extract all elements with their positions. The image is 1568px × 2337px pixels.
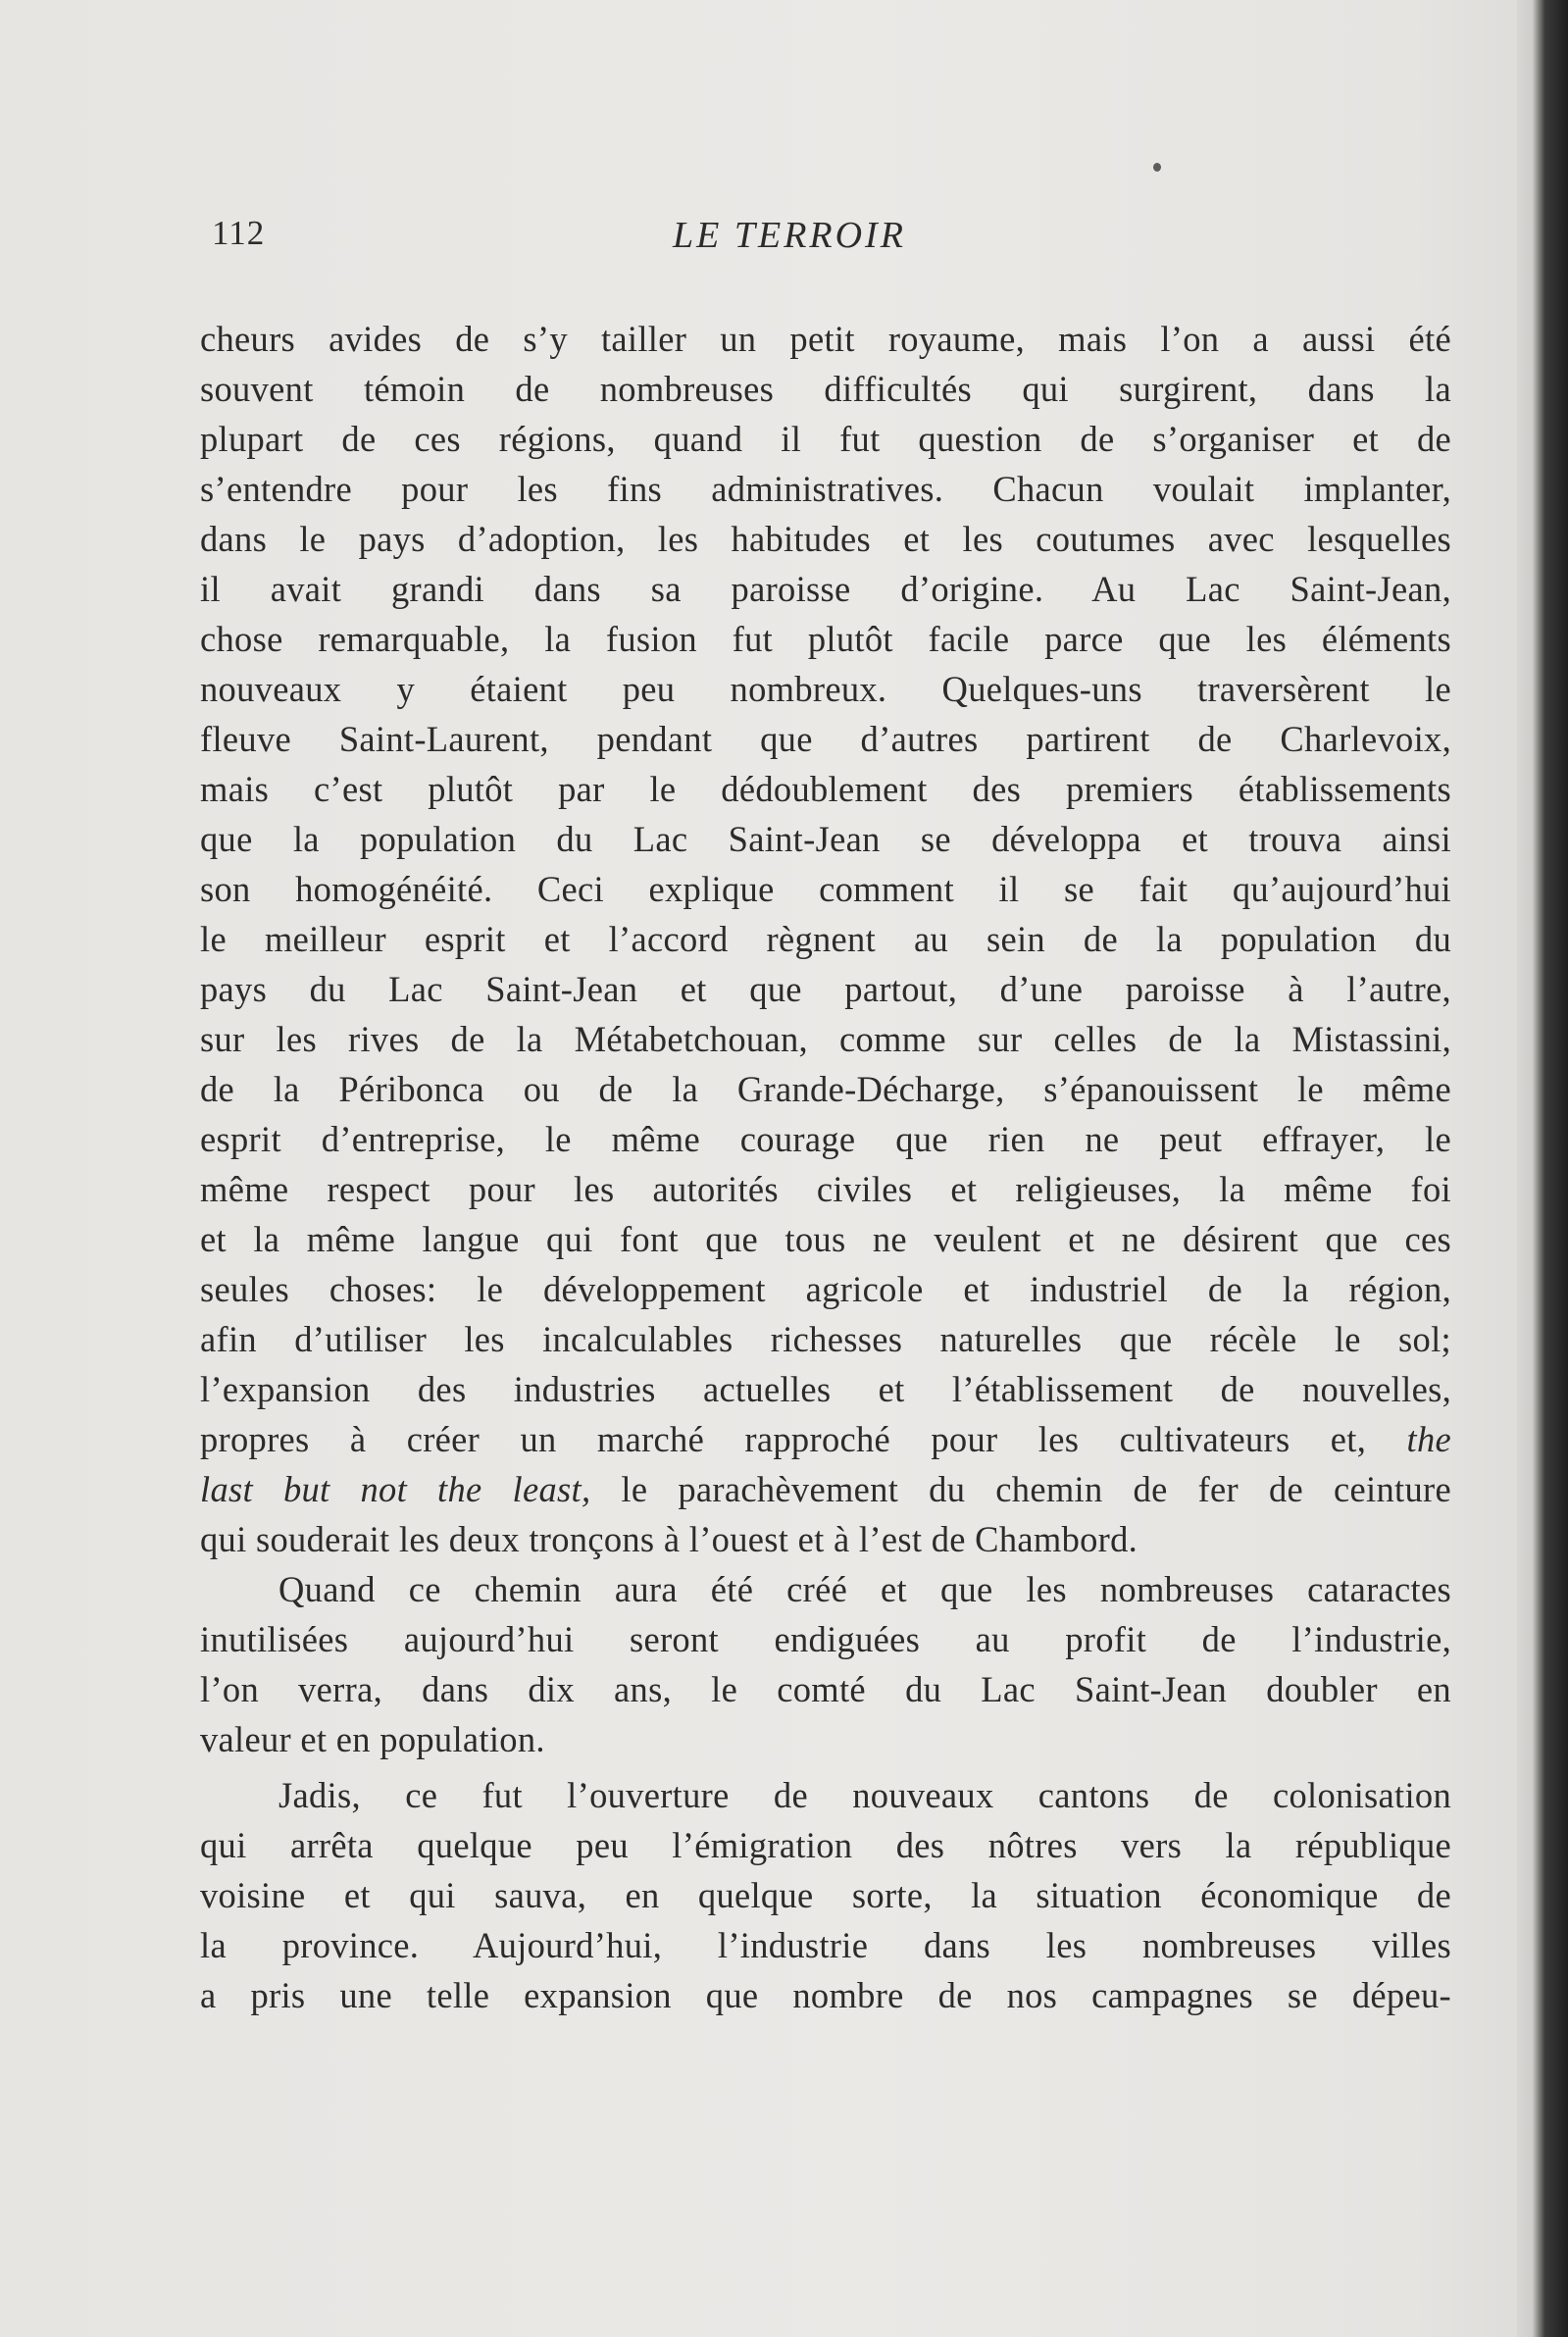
text-line: inutilisées aujourd’hui seront endiguées au profit de l’industrie, [200,1619,1451,1659]
text-line: Jadis, ce fut l’ouverture de nouveaux cantons de colonisation [278,1775,1451,1815]
text-line: Quand ce chemin aura été créé et que les nombreuses cataractes [278,1569,1451,1609]
text-line: la province. Aujourd’hui, l’industrie dans les nombreuses villes [200,1925,1451,1965]
text-line: pays du Lac Saint-Jean et que partout, d’une paroisse à l’autre, [200,969,1451,1009]
text-line: qui souderait les deux tronçons à l’ouest et à l’est de Chambord. [200,1519,1138,1559]
text-line: l’on verra, dans dix ans, le comté du Lac Saint-Jean doubler en [200,1669,1451,1709]
text-line: afin d’utiliser les incalculables richesses naturelles que récèle le sol; [200,1319,1451,1359]
text-line: son homogénéité. Ceci explique comment il se fait qu’aujourd’hui [200,869,1451,909]
paragraph-3 [200,1770,1451,2020]
text-line: que la population du Lac Saint-Jean se développa et trouva ainsi [200,819,1451,859]
text-line: nouveaux y étaient peu nombreux. Quelques-uns traversèrent le [200,669,1451,709]
text-line [200,1414,1451,1464]
text-line: de la Péribonca ou de la Grande-Décharge, s’épanouissent le même [200,1069,1451,1109]
text-line: souvent témoin de nombreuses difficultés qui surgirent, dans la [200,369,1451,409]
italic-phrase: last but not the least, [200,1469,591,1509]
page-edge-shadow [1517,0,1568,2337]
text-line: a pris une telle expansion que nombre de nos campagnes se dépeu- [200,1975,1451,2015]
text-line: esprit d’entreprise, le même courage que rien ne peut effrayer, le [200,1119,1451,1159]
ink-speck [1153,163,1161,172]
text-line: dans le pays d’adoption, les habitudes et les coutumes avec lesquelles [200,519,1451,559]
paragraph-2 [200,1564,1451,1764]
text-line: chose remarquable, la fusion fut plutôt facile parce que les éléments [200,619,1451,659]
text-line: le meilleur esprit et l’accord règnent au sein de la population du [200,919,1451,959]
italic-phrase: the [1406,1419,1451,1459]
text-line: sur les rives de la Métabetchouan, comme sur celles de la Mistassini, [200,1019,1451,1059]
text-line: plupart de ces régions, quand il fut question de s’organiser et de [200,419,1451,459]
body-text [200,314,1451,2020]
text-line: même respect pour les autorités civiles et religieuses, la même foi [200,1169,1451,1209]
page-header [212,214,1447,263]
text-line: il avait grandi dans sa paroisse d’origine. Au Lac Saint-Jean, [200,569,1451,609]
text-line: voisine et qui sauva, en quelque sorte, la situation économique de [200,1875,1451,1915]
text-line-start: propres à créer un marché rapproché pour les cultivateurs et, [200,1419,1367,1459]
text-line: l’expansion des industries actuelles et l’établissement de nouvelles, [200,1369,1451,1409]
running-title: LE TERROIR [673,215,906,256]
text-line: seules choses: le développement agricole et industriel de la région, [200,1269,1451,1309]
text-line: et la même langue qui font que tous ne veulent et ne désirent que ces [200,1219,1451,1259]
text-line: valeur et en population. [200,1719,545,1759]
paragraph-1 [200,314,1451,1564]
text-line: mais c’est plutôt par le dédoublement des premiers établissements [200,769,1451,809]
text-line: qui arrêta quelque peu l’émigration des nôtres vers la république [200,1825,1451,1865]
text-line: fleuve Saint-Laurent, pendant que d’autres partirent de Charlevoix, [200,719,1451,759]
text-line-rest: le parachèvement du chemin de fer de ceinture [621,1469,1451,1509]
text-line [200,1464,1451,1514]
text-line: s’entendre pour les fins administratives. Chacun voulait implanter, [200,469,1451,509]
page-number: 112 [212,214,266,252]
text-line: cheurs avides de s’y tailler un petit royaume, mais l’on a aussi été [200,319,1451,359]
